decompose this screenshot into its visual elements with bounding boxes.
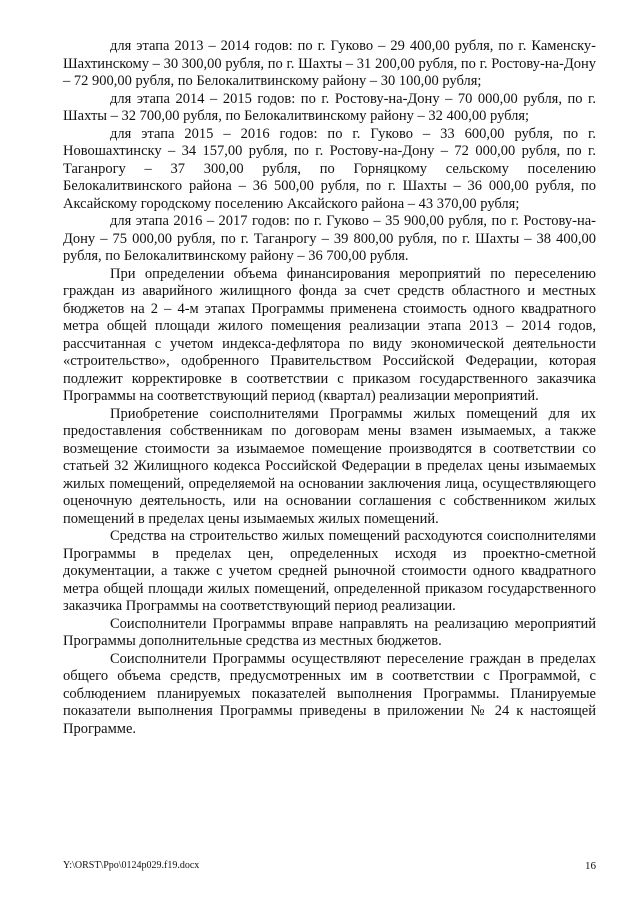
page-number: 16 bbox=[585, 860, 596, 872]
paragraph-stage-2015-2016: для этапа 2015 – 2016 годов: по г. Гуково – 33 600,00 рубля, по г. Новошахтинску – 34 157,00 рубля, по г. Ростову-на-Дону – 72 000,00 рубля, по г. Таганрогу – 37 300,00 рубля, по Горняцкому сельскому поселению Белокалитвинского района – 36 500,00 рубля, по г. Шахты – 36 000,00 рубля, по Аксайскому городскому поселению Аксайского района – 43 370,00 рубля; bbox=[63, 125, 596, 212]
paragraph-resettlement-indicators: Соисполнители Программы осуществляют переселение граждан в пределах общего объема средств, предусмотренных им в соответствии с Программой, с соблюдением планируемых показателей выполнения Программы. Планируемые показатели выполнения Программы приведены в приложении № 24 к настоящей Программе. bbox=[63, 650, 596, 737]
paragraph-stage-2013-2014: для этапа 2013 – 2014 годов: по г. Гуково – 29 400,00 рубля, по г. Каменску-Шахтинскому – 30 300,00 рубля, по г. Шахты – 31 200,00 рубля, по г. Ростову-на-Дону – 72 900,00 рубля, по Белокалитвинскому району – 30 100,00 рубля; bbox=[63, 38, 596, 89]
document-body bbox=[63, 38, 596, 738]
paragraph-additional-funds: Соисполнители Программы вправе направлять на реализацию мероприятий Программы дополнительные средства из местных бюджетов. bbox=[63, 615, 596, 649]
paragraph-construction-funds: Средства на строительство жилых помещений расходуются соисполнителями Программы в пределах цен, определенных исходя из проектно-сметной документации, а также с учетом средней рыночной стоимости одного квадратного метра общей площади жилых помещений, определенной приказом государственного заказчика Программы на соответствующий период реализации. bbox=[63, 528, 596, 614]
paragraph-financing-volume: При определении объема финансирования мероприятий по переселению граждан из аварийного жилищного фонда за счет средств областного и местных бюджетов на 2 – 4-м этапах Программы применена стоимость одного квадратного метра общей площади жилого помещения реализации этапа 2013 – 2014 годов, рассчитанная с учетом индекса-дефлятора по виду экономической деятельности «строительство», одобренного Правительством Российской Федерации, которая подлежит корректировке в соответствии с приказом государственного заказчика Программы на соответствующий период (квартал) реализации мероприятий. bbox=[63, 265, 596, 404]
paragraph-stage-2016-2017: для этапа 2016 – 2017 годов: по г. Гуково – 35 900,00 рубля, по г. Ростову-на-Дону – 75 000,00 рубля, по г. Таганрогу – 39 800,00 рубля, по г. Шахты – 38 400,00 рубля, по Белокалитвинскому району – 36 700,00 рубля. bbox=[63, 213, 596, 264]
footer-file-path: Y:\ORST\Ppo\0124p029.f19.docx bbox=[63, 860, 200, 871]
paragraph-housing-acquisition: Приобретение соисполнителями Программы жилых помещений для их предоставления собственникам по договорам мены взамен изымаемых, а также возмещение стоимости за изымаемое помещение производятся в соответствии со статьей 32 Жилищного кодекса Российской Федерации в пределах цены изымаемых жилых помещений, определяемой на основании заключения лица, осуществляющего оценочную деятельность, или на основании соглашения с собственником жилых помещений в пределах цены изымаемых жилых помещений. bbox=[63, 405, 596, 527]
page-footer bbox=[63, 860, 596, 872]
paragraph-stage-2014-2015: для этапа 2014 – 2015 годов: по г. Ростову-на-Дону – 70 000,00 рубля, по г. Шахты – 32 700,00 рубля, по Белокалитвинскому району – 32 400,00 рубля; bbox=[63, 90, 596, 124]
